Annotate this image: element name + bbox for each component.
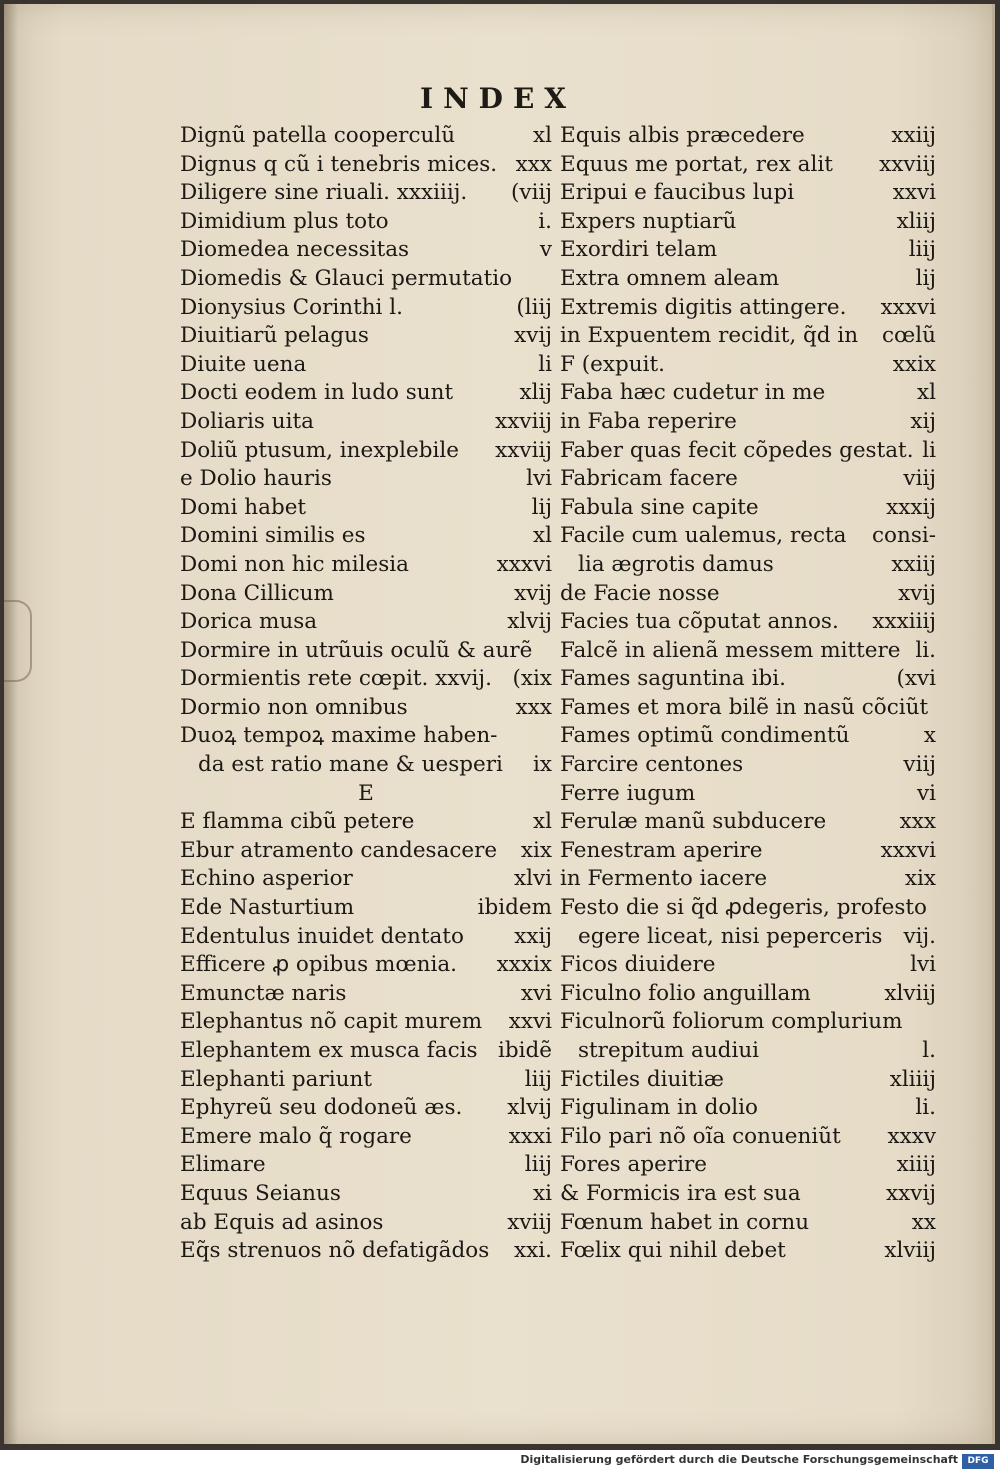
index-entry bbox=[180, 1180, 552, 1209]
entry-text: Ferre iugum bbox=[560, 780, 696, 806]
entry-page-number: viij bbox=[903, 752, 936, 778]
entry-text: Ferulæ manũ subducere bbox=[560, 809, 827, 835]
entry-page-number: vi bbox=[916, 780, 936, 806]
entry-text: in Fermento iacere bbox=[560, 866, 768, 892]
index-entry bbox=[180, 179, 552, 208]
index-entry bbox=[180, 408, 552, 437]
entry-text: Festo die si q̃d ꝓdegeris, profesto bbox=[560, 895, 927, 921]
index-entry bbox=[180, 151, 552, 180]
page-title: INDEX bbox=[419, 82, 577, 115]
index-entry bbox=[560, 551, 936, 580]
entry-text: Filo pari nõ oĩa conueniũt bbox=[560, 1123, 841, 1149]
entry-text: Dormire in utrũuis oculũ & aurẽ bbox=[180, 637, 533, 663]
entry-text: e Dolio hauris bbox=[180, 466, 332, 492]
index-entry bbox=[180, 1209, 552, 1238]
right-column bbox=[560, 122, 936, 1266]
entry-text: Dormio non omnibus bbox=[180, 694, 408, 720]
entry-page-number: liij bbox=[524, 1066, 552, 1092]
entry-page-number: xlviij bbox=[884, 980, 936, 1006]
entry-text: Ficulnorũ foliorum complurium bbox=[560, 1009, 903, 1035]
index-entry bbox=[180, 551, 552, 580]
entry-text: Diomedis & Glauci permutatio bbox=[180, 265, 513, 291]
entry-page-number: li bbox=[538, 351, 552, 377]
entry-text: Elephanti pariunt bbox=[180, 1066, 372, 1092]
entry-page-number: xij bbox=[910, 408, 936, 434]
index-entry bbox=[180, 951, 552, 980]
entry-page-number: liij bbox=[524, 1152, 552, 1178]
index-entry bbox=[180, 522, 552, 551]
entry-text: da est ratio mane & uesperi bbox=[198, 752, 503, 778]
entry-text: Exordiri telam bbox=[560, 237, 718, 263]
entry-text: Elephantus nõ capit murem bbox=[180, 1009, 483, 1035]
entry-page-number: xxviij bbox=[495, 437, 552, 463]
index-entry bbox=[560, 751, 936, 780]
entry-page-number: xxxv bbox=[887, 1123, 936, 1149]
index-entry bbox=[560, 608, 936, 637]
book-page bbox=[4, 4, 995, 1444]
entry-page-number: ibidẽ bbox=[497, 1038, 552, 1063]
entry-text: Dormientis rete cœpit. xxvij. bbox=[180, 666, 492, 692]
entry-text: Extremis digitis attingere. bbox=[560, 294, 847, 320]
entry-text: & Formicis ira est sua bbox=[560, 1180, 801, 1206]
entry-text: Facile cum ualemus, recta bbox=[560, 523, 847, 549]
index-entry bbox=[560, 122, 936, 151]
entry-page-number: xxxvi bbox=[880, 837, 936, 863]
entry-text: Fames et mora bilẽ in nasũ cõciũt bbox=[560, 694, 929, 720]
entry-text: Ephyreũ seu dodoneũ æs. bbox=[180, 1095, 463, 1121]
entry-text: Doliaris uita bbox=[180, 408, 314, 434]
entry-page-number: xxviij bbox=[495, 408, 552, 434]
entry-page-number: xviij bbox=[507, 1209, 552, 1235]
entry-page-number: vij. bbox=[903, 923, 936, 949]
index-entry bbox=[560, 208, 936, 237]
entry-page-number: xxx bbox=[515, 694, 552, 720]
entry-page-number: viij bbox=[903, 466, 936, 492]
index-entry bbox=[560, 1209, 936, 1238]
entry-text: E flamma cibũ petere bbox=[180, 809, 415, 835]
index-entry bbox=[180, 637, 552, 666]
index-entry bbox=[180, 1151, 552, 1180]
index-entry bbox=[560, 1037, 936, 1066]
entry-text: Diligere sine riuali. xxxiiij. bbox=[180, 180, 468, 206]
index-entry bbox=[560, 1237, 936, 1266]
index-entry bbox=[560, 837, 936, 866]
entry-text: Dorica musa bbox=[180, 609, 318, 635]
entry-page-number: lvi bbox=[910, 952, 936, 978]
entry-text: Elephantem ex musca facis bbox=[180, 1038, 478, 1063]
entry-text: Expers nuptiarũ bbox=[560, 208, 737, 234]
entry-text: Fores aperire bbox=[560, 1152, 708, 1178]
index-entry bbox=[560, 465, 936, 494]
entry-page-number: xlviij bbox=[884, 1238, 936, 1264]
entry-text: Eripui e faucibus lupi bbox=[560, 180, 795, 206]
entry-page-number: li bbox=[922, 437, 936, 463]
entry-text: Fames saguntina ibi. bbox=[560, 666, 786, 692]
index-entry bbox=[560, 179, 936, 208]
index-entry bbox=[560, 379, 936, 408]
entry-page-number: xl bbox=[532, 123, 552, 148]
entry-page-number: l. bbox=[922, 1038, 936, 1063]
entry-text: Fœlix qui nihil debet bbox=[560, 1238, 786, 1264]
entry-text: Dignũ patella cooperculũ bbox=[180, 123, 456, 148]
index-entry bbox=[560, 894, 936, 923]
index-entry bbox=[180, 837, 552, 866]
entry-text: egere liceat, nisi peperceris bbox=[578, 923, 883, 949]
entry-text: de Facie nosse bbox=[560, 580, 720, 606]
index-entry bbox=[560, 1151, 936, 1180]
entry-page-number: (liij bbox=[516, 294, 552, 320]
entry-page-number: xx bbox=[911, 1209, 936, 1235]
index-entry bbox=[180, 294, 552, 323]
entry-page-number: xliiij bbox=[889, 1066, 936, 1092]
entry-text: strepitum audiui bbox=[578, 1038, 760, 1063]
index-entry bbox=[180, 351, 552, 380]
index-entry bbox=[180, 980, 552, 1009]
index-entry bbox=[560, 265, 936, 294]
entry-page-number: xxiij bbox=[891, 123, 936, 148]
index-entry bbox=[180, 1008, 552, 1037]
entry-text: Ede Nasturtium bbox=[180, 895, 355, 921]
entry-page-number: xxiij bbox=[891, 551, 936, 577]
entry-page-number: xxix bbox=[892, 351, 936, 377]
index-entry bbox=[180, 379, 552, 408]
entry-text: Fœnum habet in cornu bbox=[560, 1209, 810, 1235]
entry-text: E bbox=[358, 780, 374, 806]
entry-page-number: xlvij bbox=[507, 609, 552, 635]
entry-text: Fenestram aperire bbox=[560, 837, 763, 863]
entry-text: Dimidium plus toto bbox=[180, 208, 389, 234]
entry-text: in Faba reperire bbox=[560, 408, 737, 434]
entry-text: Diuitiarũ pelagus bbox=[180, 323, 369, 349]
entry-page-number: xxxvi bbox=[880, 294, 936, 320]
entry-text: Fabricam facere bbox=[560, 466, 738, 492]
entry-page-number: xxxi bbox=[508, 1123, 552, 1149]
index-entry bbox=[180, 1123, 552, 1152]
entry-text: Dona Cillicum bbox=[180, 580, 334, 606]
entry-text: Faba hæc cudetur in me bbox=[560, 380, 826, 406]
entry-text: Facies tua cõputat annos. bbox=[560, 609, 839, 635]
section-letter bbox=[180, 780, 552, 809]
entry-page-number: xlij bbox=[519, 380, 552, 406]
index-entry bbox=[560, 1008, 936, 1037]
entry-text: ab Equis ad asinos bbox=[180, 1209, 384, 1235]
index-entry bbox=[180, 265, 552, 294]
entry-page-number: ix bbox=[532, 752, 552, 778]
index-entry bbox=[560, 294, 936, 323]
index-entry bbox=[560, 236, 936, 265]
entry-text: Diuite uena bbox=[180, 351, 307, 377]
entry-page-number: xxx bbox=[515, 151, 552, 177]
index-entry bbox=[560, 637, 936, 666]
index-entry bbox=[560, 865, 936, 894]
entry-text: Fames optimũ condimentũ bbox=[560, 723, 850, 749]
index-entry bbox=[560, 951, 936, 980]
entry-text: lia ægrotis damus bbox=[578, 551, 774, 577]
index-entry bbox=[180, 1037, 552, 1066]
entry-page-number: xxviij bbox=[879, 151, 936, 177]
entry-text: Emunctæ naris bbox=[180, 980, 347, 1006]
entry-page-number: xxxix bbox=[496, 952, 552, 978]
entry-text: Farcire centones bbox=[560, 752, 744, 778]
entry-page-number: xxxij bbox=[886, 494, 936, 520]
entry-text: Duoꝝ tempoꝝ maxime haben- bbox=[180, 723, 498, 749]
index-entry bbox=[180, 208, 552, 237]
index-entry bbox=[180, 437, 552, 466]
entry-page-number: xxxiiij bbox=[872, 609, 936, 635]
entry-text: Ficulno folio anguillam bbox=[560, 980, 811, 1006]
entry-page-number: xvi bbox=[520, 980, 552, 1006]
footer-text: Digitalisierung gefördert durch die Deutsche Forschungsgemeinschaft bbox=[520, 1453, 958, 1466]
index-entry bbox=[560, 1066, 936, 1095]
entry-page-number: ibidem bbox=[477, 895, 552, 921]
index-entry bbox=[180, 665, 552, 694]
entry-page-number: xvij bbox=[514, 323, 552, 349]
index-entry bbox=[560, 1180, 936, 1209]
index-entry bbox=[180, 1094, 552, 1123]
index-entry bbox=[560, 722, 936, 751]
index-entry bbox=[560, 408, 936, 437]
entry-page-number: xxvi bbox=[508, 1009, 552, 1035]
entry-page-number: (viij bbox=[511, 180, 552, 206]
index-entry bbox=[180, 694, 552, 723]
entry-page-number: (xix bbox=[512, 666, 552, 692]
index-entry bbox=[180, 751, 552, 780]
index-entry bbox=[560, 694, 936, 723]
index-entry bbox=[560, 580, 936, 609]
index-entry bbox=[180, 865, 552, 894]
index-entry bbox=[180, 322, 552, 351]
entry-page-number: xxij bbox=[514, 923, 552, 949]
entry-text: Equus Seianus bbox=[180, 1180, 341, 1206]
entry-page-number: v bbox=[539, 237, 552, 263]
entry-text: Echino asperior bbox=[180, 866, 353, 892]
entry-page-number: x bbox=[923, 723, 936, 749]
index-entry bbox=[180, 1237, 552, 1266]
index-entry bbox=[560, 923, 936, 952]
entry-text: Domi habet bbox=[180, 494, 307, 520]
entry-text: Emere malo q̃ rogare bbox=[180, 1123, 412, 1149]
entry-page-number: xlvi bbox=[513, 866, 552, 892]
index-entry bbox=[180, 923, 552, 952]
entry-page-number: xl bbox=[532, 809, 552, 835]
index-entry bbox=[180, 122, 552, 151]
entry-page-number: xi bbox=[532, 1180, 552, 1206]
gutter-shadow bbox=[4, 4, 18, 1444]
entry-text: Domini similis es bbox=[180, 523, 366, 549]
index-entry bbox=[180, 236, 552, 265]
index-entry bbox=[180, 580, 552, 609]
entry-page-number: (xvi bbox=[896, 666, 936, 692]
entry-text: Edentulus inuidet dentato bbox=[180, 923, 464, 949]
index-entry bbox=[560, 322, 936, 351]
entry-page-number: lij bbox=[531, 494, 552, 520]
entry-text: Elimare bbox=[180, 1152, 266, 1178]
entry-page-number: xix bbox=[520, 837, 552, 863]
entry-text: Domi non hic milesia bbox=[180, 551, 409, 577]
dfg-logo-icon: DFG bbox=[962, 1454, 994, 1469]
entry-text: Falcẽ in alienã messem mittere bbox=[560, 637, 901, 663]
index-entry bbox=[560, 351, 936, 380]
entry-page-number: lvi bbox=[526, 466, 552, 492]
entry-page-number: xix bbox=[904, 866, 936, 892]
entry-text: Fabula sine capite bbox=[560, 494, 759, 520]
index-entry bbox=[560, 494, 936, 523]
entry-text: in Expuentem recidit, q̃d in bbox=[560, 323, 859, 349]
entry-page-number: i. bbox=[538, 208, 552, 234]
left-column bbox=[180, 122, 552, 1266]
entry-page-number: xvij bbox=[514, 580, 552, 606]
entry-page-number: li. bbox=[915, 637, 936, 663]
index-entry bbox=[560, 1094, 936, 1123]
entry-page-number: xxvij bbox=[886, 1180, 936, 1206]
index-entry bbox=[560, 808, 936, 837]
footer-bar bbox=[0, 1450, 1000, 1474]
entry-text: Faber quas fecit cõpedes gestat. bbox=[560, 437, 914, 463]
entry-page-number: xlvij bbox=[507, 1095, 552, 1121]
entry-page-number: xiiij bbox=[896, 1152, 936, 1178]
entry-page-number: xl bbox=[916, 380, 936, 406]
entry-text: Fictiles diuitiæ bbox=[560, 1066, 724, 1092]
entry-text: Diomedea necessitas bbox=[180, 237, 410, 263]
index-entry bbox=[180, 608, 552, 637]
entry-text: Extra omnem aleam bbox=[560, 265, 780, 291]
entry-text: Doliũ ptusum, inexplebile bbox=[180, 437, 459, 463]
entry-page-number: cœlũ bbox=[881, 323, 936, 349]
clasp-mark bbox=[4, 600, 32, 682]
entry-text: Equus me portat, rex alit bbox=[560, 151, 833, 177]
index-entry bbox=[560, 437, 936, 466]
entry-page-number: consi- bbox=[871, 523, 936, 549]
entry-page-number: xxx bbox=[899, 809, 936, 835]
entry-page-number: lij bbox=[915, 265, 936, 291]
index-entry bbox=[180, 1066, 552, 1095]
entry-text: Ficos diuidere bbox=[560, 952, 716, 978]
index-entry bbox=[560, 522, 936, 551]
entry-text: Ebur atramento candesacere bbox=[180, 837, 498, 863]
index-entry bbox=[180, 722, 552, 751]
entry-text: Docti eodem in ludo sunt bbox=[180, 380, 454, 406]
entry-text: Equis albis præcedere bbox=[560, 123, 805, 148]
index-entry bbox=[180, 465, 552, 494]
index-entry bbox=[180, 494, 552, 523]
entry-page-number: xliij bbox=[896, 208, 936, 234]
entry-page-number: xxi. bbox=[514, 1238, 552, 1264]
entry-text: Dignus q cũ i tenebris mices. bbox=[180, 151, 498, 177]
entry-page-number: xvij bbox=[898, 580, 936, 606]
index-entry bbox=[560, 151, 936, 180]
index-entry bbox=[560, 665, 936, 694]
entry-page-number: xxvi bbox=[892, 180, 936, 206]
index-entry bbox=[180, 808, 552, 837]
entry-page-number: xxxvi bbox=[496, 551, 552, 577]
index-entry bbox=[560, 1123, 936, 1152]
entry-text: Dionysius Corinthi l. bbox=[180, 294, 403, 320]
index-entry bbox=[180, 894, 552, 923]
entry-page-number: xl bbox=[532, 523, 552, 549]
entry-page-number: li. bbox=[915, 1095, 936, 1121]
entry-text: Efficere ꝓ opibus mœnia. bbox=[180, 952, 458, 978]
entry-text: F (expuit. bbox=[560, 351, 665, 377]
entry-text: Eq̃s strenuos nõ defatigãdos bbox=[180, 1238, 490, 1264]
index-entry bbox=[560, 980, 936, 1009]
index-entry bbox=[560, 780, 936, 809]
entry-text: Figulinam in dolio bbox=[560, 1095, 759, 1121]
entry-page-number: liij bbox=[908, 237, 936, 263]
